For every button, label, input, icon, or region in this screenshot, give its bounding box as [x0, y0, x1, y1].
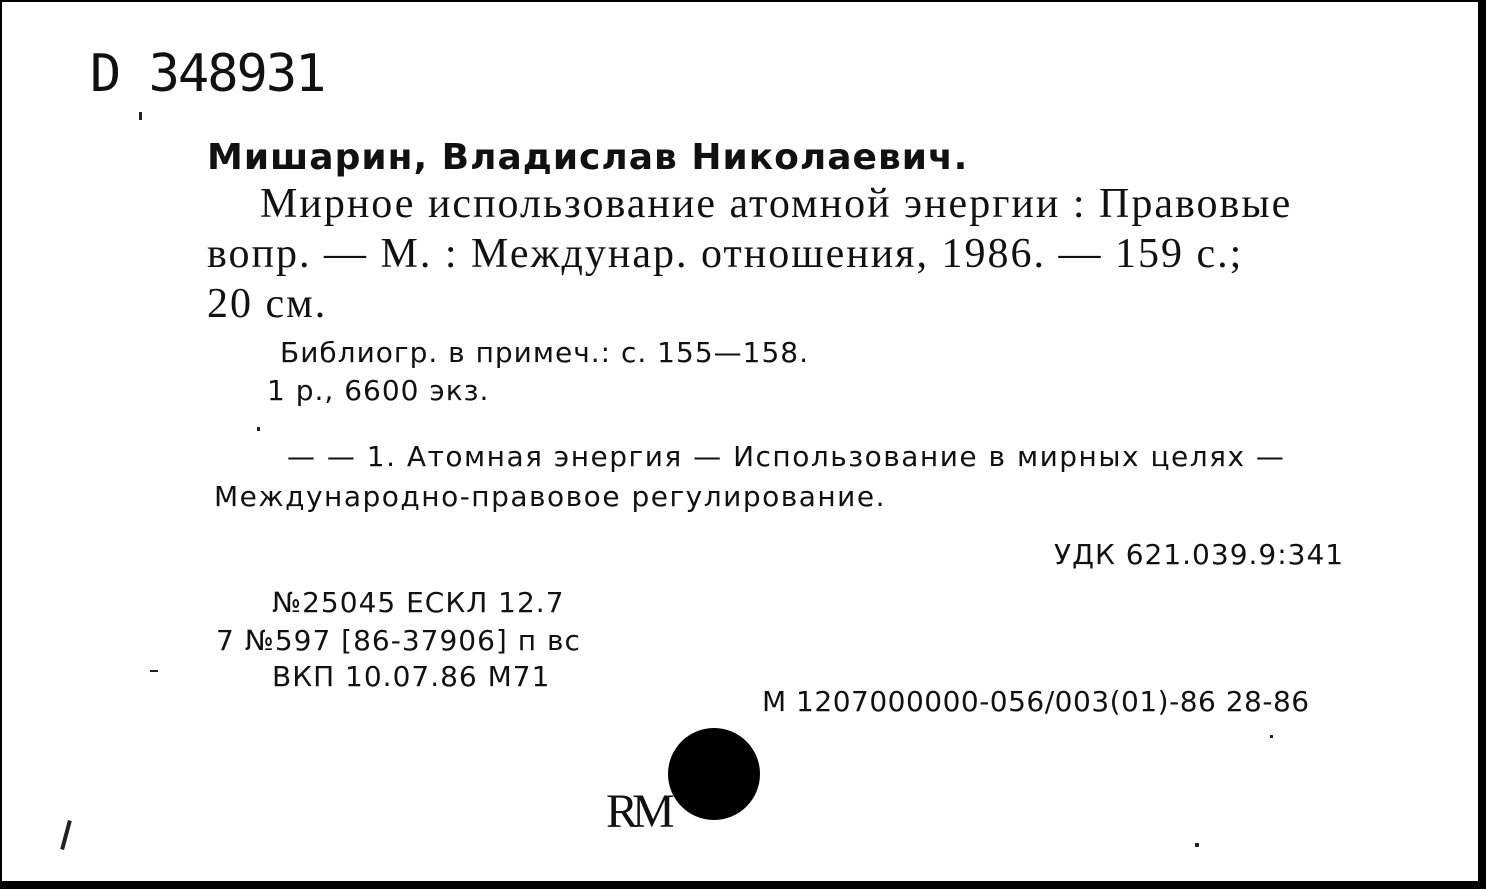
catalog-card	[2, 2, 1484, 887]
scan-speck	[1270, 735, 1273, 738]
scan-speck	[139, 112, 142, 120]
author-heading: Мишарин, Владислав Николаевич.	[207, 137, 969, 178]
scan-speck	[150, 670, 158, 672]
scan-speck	[257, 427, 260, 431]
record-line: 7 №597 [86-37906] п вс	[216, 624, 581, 657]
punch-hole-dot	[668, 728, 760, 820]
title-line: 20 см.	[207, 281, 328, 327]
record-line: ВКП 10.07.86 М71	[272, 660, 551, 693]
udk-code: УДК 621.039.9:341	[1054, 538, 1345, 571]
rm-stamp: RM	[606, 785, 669, 838]
bibliography-note: Библиогр. в примеч.: с. 155—158.	[280, 336, 809, 369]
call-number: D 348931	[90, 44, 325, 104]
publisher-code: М 1207000000-056/003(01)-86 28-86	[762, 685, 1310, 718]
subject-heading-line: — — 1. Атомная энергия — Использование в мирных целях —	[287, 440, 1286, 473]
scan-speck	[1195, 843, 1199, 847]
title-line: вопр. — М. : Междунар. отношения, 1986. — 159 с.;	[207, 231, 1244, 277]
scan-speck	[60, 820, 72, 850]
title-line: Мирное использование атомной энергии : Правовые	[260, 181, 1293, 227]
subject-heading-line: Международно-правовое регулирование.	[214, 480, 887, 513]
price-print-run-note: 1 р., 6600 экз.	[267, 374, 490, 407]
record-line: №25045 ЕСКЛ 12.7	[272, 586, 565, 619]
